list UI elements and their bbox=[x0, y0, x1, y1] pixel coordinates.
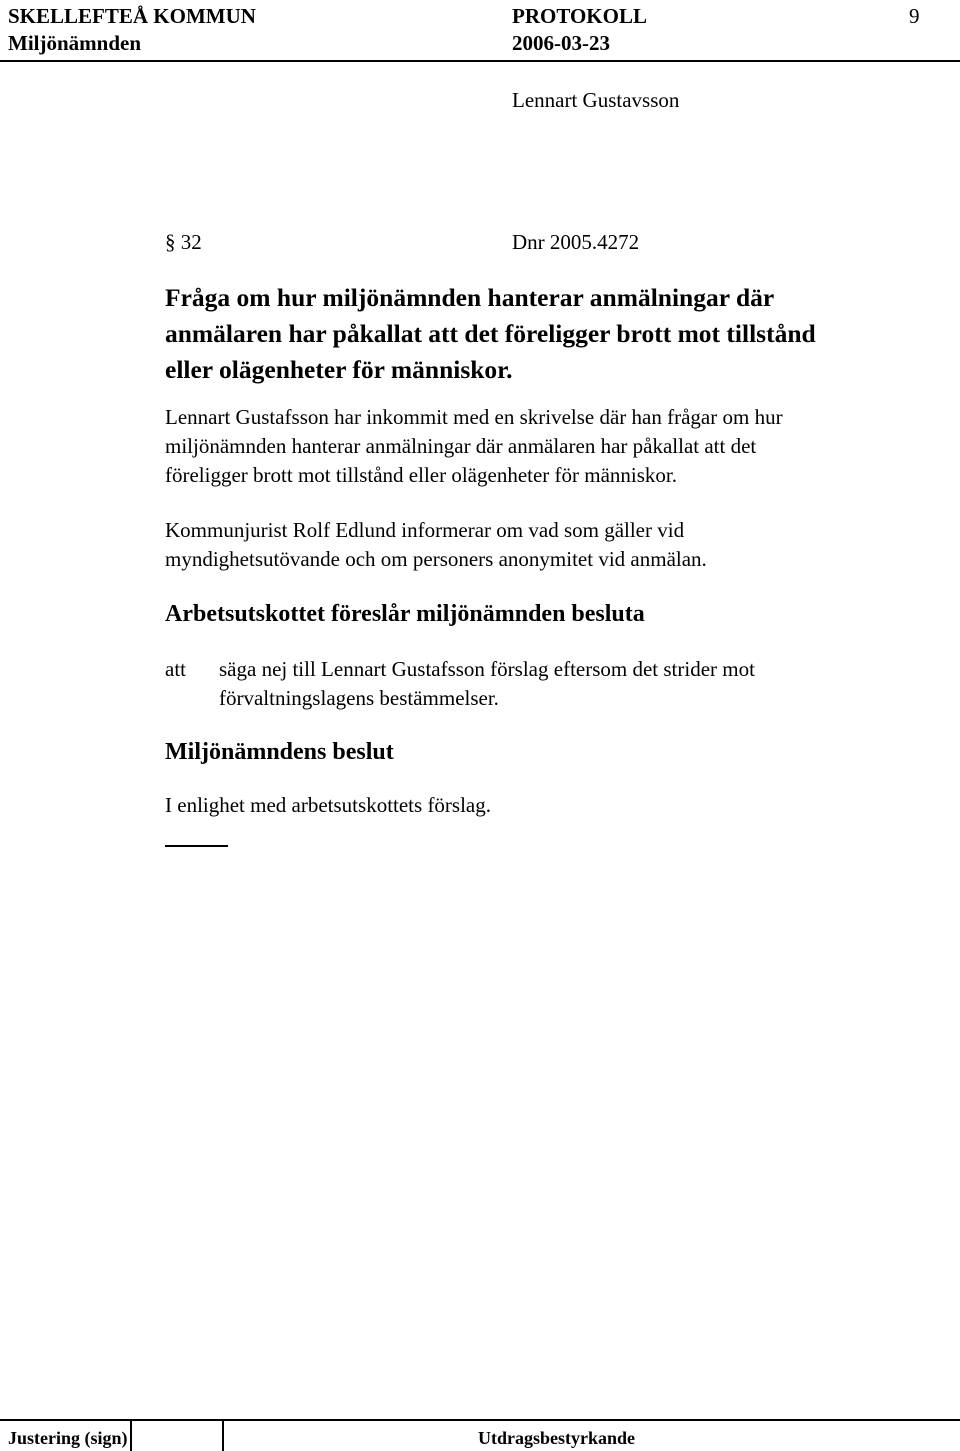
section-symbol: § bbox=[165, 230, 176, 254]
paragraph-line: föreligger brott mot tillstånd eller olägenheter för människor. bbox=[165, 463, 678, 487]
committee-name: Miljönämnden bbox=[8, 31, 142, 55]
title-line: Fråga om hur miljönämnden hanterar anmälningar där bbox=[165, 283, 775, 312]
section-number-value: 32 bbox=[180, 230, 202, 254]
proposal-line: säga nej till Lennart Gustafsson förslag eftersom det strider mot bbox=[219, 657, 755, 681]
paragraph-line: miljönämnden hanterar anmälningar där anmälaren har påkallat att det bbox=[165, 434, 757, 458]
proposal-heading: Arbetsutskottet föreslår miljönämnden besluta bbox=[165, 601, 645, 627]
document-type: PROTOKOLL bbox=[512, 4, 647, 28]
paragraph-information bbox=[165, 516, 707, 574]
paragraph-line: Lennart Gustafsson har inkommit med en skrivelse där han frågar om hur bbox=[165, 405, 783, 429]
footer-box-divider bbox=[222, 1419, 224, 1451]
proposal-text bbox=[219, 655, 755, 713]
page-number: 9 bbox=[909, 4, 920, 28]
title-line: eller olägenheter för människor. bbox=[165, 355, 513, 384]
header-divider bbox=[0, 60, 960, 62]
utdragsbestyrkande-label: Utdragsbestyrkande bbox=[478, 1428, 636, 1448]
meeting-date: 2006-03-23 bbox=[512, 31, 610, 55]
decision-text: I enlighet med arbetsutskottets förslag. bbox=[165, 793, 492, 817]
section-number bbox=[165, 230, 202, 255]
decision-heading: Miljönämndens beslut bbox=[165, 739, 394, 765]
proposal-lead: att bbox=[165, 657, 186, 681]
paragraph-line: myndighetsutövande och om personers anonymitet vid anmälan. bbox=[165, 547, 707, 571]
paragraph-background bbox=[165, 403, 783, 490]
subject-name: Lennart Gustavsson bbox=[512, 88, 680, 112]
title-line: anmälaren har påkallat att det föreligger brott mot tillstånd bbox=[165, 319, 816, 348]
proposal-line: förvaltningslagens bestämmelser. bbox=[219, 686, 499, 710]
section-title bbox=[165, 280, 816, 388]
organization-name: SKELLEFTEÅ KOMMUN bbox=[8, 4, 256, 28]
diary-number: Dnr 2005.4272 bbox=[512, 230, 640, 254]
footer-box-divider bbox=[130, 1419, 132, 1451]
footer-divider bbox=[0, 1419, 960, 1421]
justering-label: Justering (sign) bbox=[8, 1428, 128, 1448]
paragraph-line: Kommunjurist Rolf Edlund informerar om vad som gäller vid bbox=[165, 518, 685, 542]
section-end-rule bbox=[165, 845, 228, 847]
